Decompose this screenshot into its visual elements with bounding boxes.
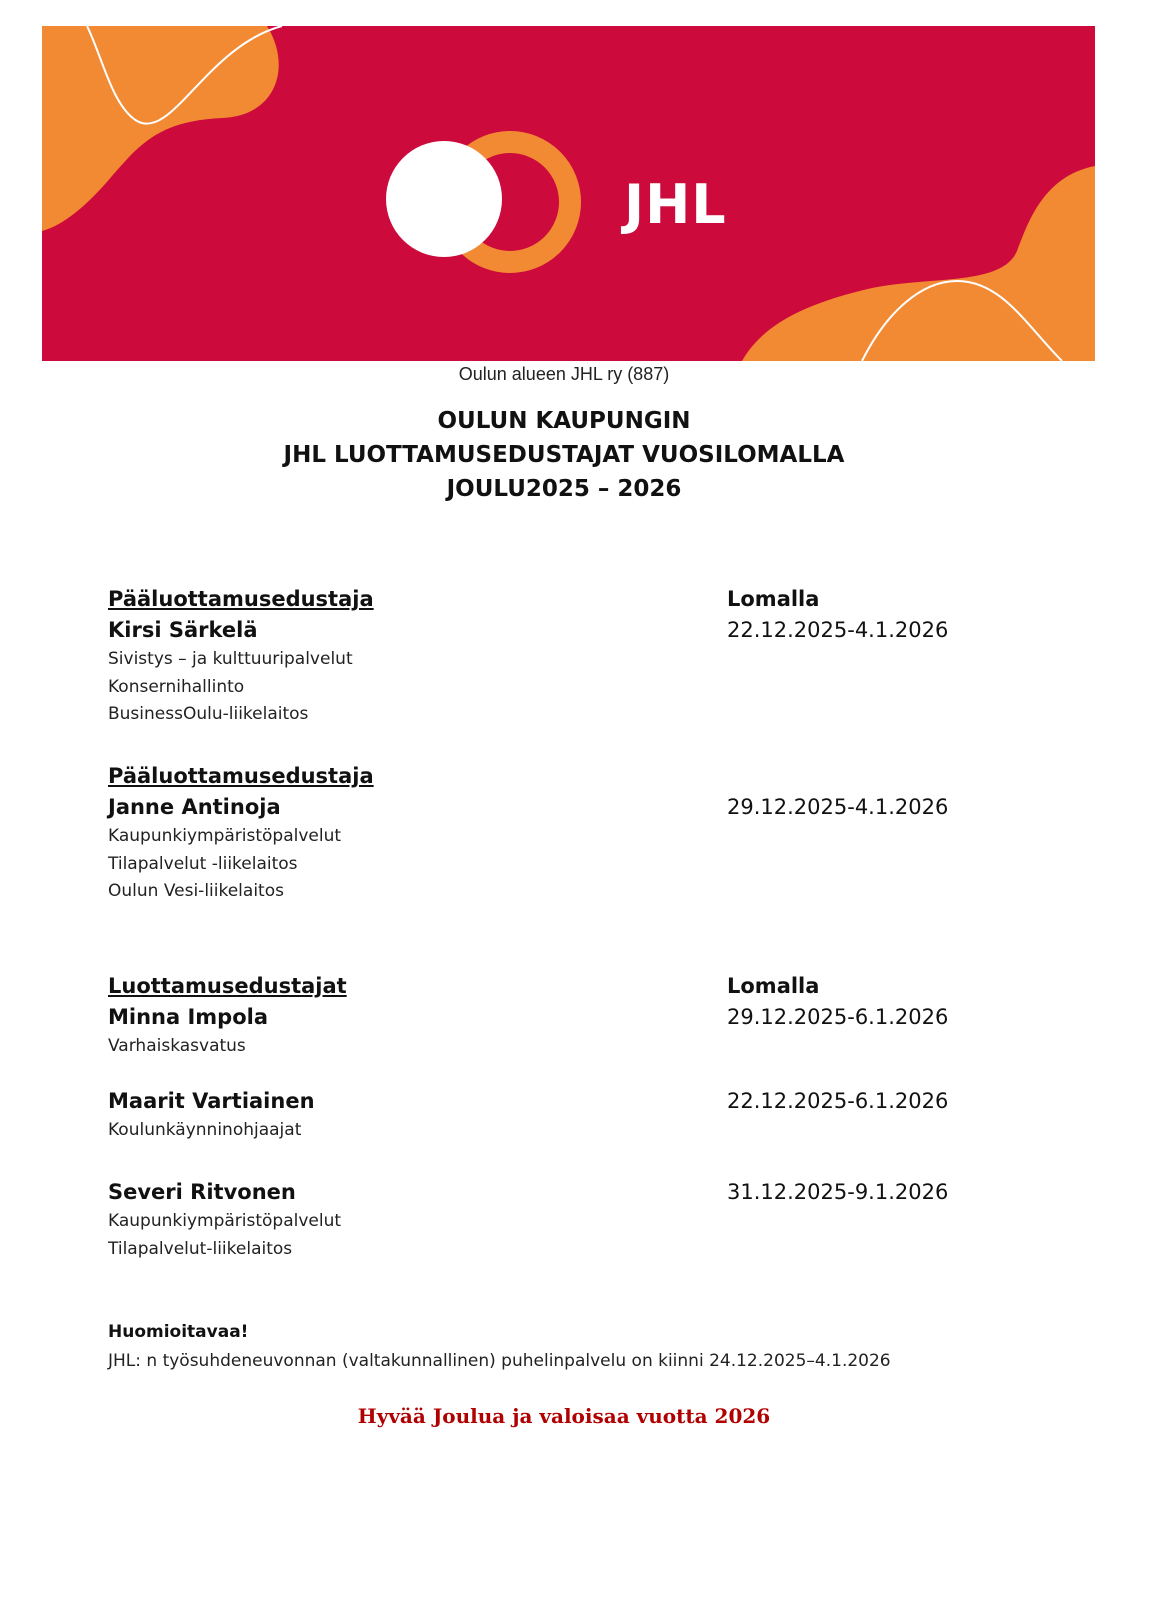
white-circle bbox=[386, 141, 502, 257]
unit-item: Konsernihallinto bbox=[108, 676, 245, 697]
unit-item: BusinessOulu-liikelaitos bbox=[108, 704, 309, 724]
jhl-logo: JHL bbox=[624, 173, 727, 236]
leave-dates: 29.12.2025-6.1.2026 bbox=[727, 1005, 949, 1029]
column-label-on-leave: Lomalla bbox=[727, 587, 820, 611]
unit-item: Kaupunkiympäristöpalvelut bbox=[108, 1211, 342, 1231]
greeting-text: Hyvää Joulua ja valoisaa vuotta 2026 bbox=[357, 1404, 771, 1428]
unit-item: Varhaiskasvatus bbox=[108, 1036, 246, 1056]
leave-dates: 31.12.2025-9.1.2026 bbox=[727, 1180, 949, 1204]
unit-item: Sivistys – ja kulttuuripalvelut bbox=[108, 649, 353, 669]
role-label: Pääluottamusedustaja bbox=[108, 764, 374, 788]
title-line-2: JHL LUOTTAMUSEDUSTAJAT VUOSILOMALLA bbox=[283, 442, 845, 468]
unit-item: Tilapalvelut-liikelaitos bbox=[108, 1238, 293, 1259]
column-label-on-leave: Lomalla bbox=[727, 974, 820, 998]
section-label: Luottamusedustajat bbox=[108, 974, 347, 998]
notice-title: Huomioitavaa! bbox=[108, 1322, 249, 1342]
rep-entry bbox=[108, 1176, 1008, 1263]
leave-dates: 22.12.2025-6.1.2026 bbox=[727, 1089, 949, 1113]
notice-text: JHL: n työsuhdeneuvonnan (valtakunnallinen) puhelinpalvelu on kiinni 24.12.2025–4.1.2026 bbox=[108, 1351, 891, 1371]
rep-name: Minna Impola bbox=[108, 1005, 269, 1029]
page-title bbox=[0, 404, 1128, 506]
unit-item: Oulun Vesi-liikelaitos bbox=[108, 881, 284, 901]
title-line-1: OULUN KAUPUNGIN bbox=[437, 408, 691, 434]
unit-item: Kaupunkiympäristöpalvelut bbox=[108, 826, 342, 846]
reps-section bbox=[108, 971, 1008, 1001]
title-line-3: JOULU2025 – 2026 bbox=[446, 476, 682, 502]
organization-name: Oulun alueen JHL ry (887) bbox=[458, 364, 670, 384]
leave-dates: 29.12.2025-4.1.2026 bbox=[727, 795, 949, 819]
rep-entry bbox=[108, 1085, 1008, 1145]
rep-entry bbox=[108, 1001, 1008, 1061]
jhl-banner bbox=[42, 26, 1095, 361]
rep-name: Janne Antinoja bbox=[108, 795, 281, 819]
banner-graphic bbox=[42, 26, 1095, 361]
main-rep-entry bbox=[108, 584, 1008, 729]
leave-dates: 22.12.2025-4.1.2026 bbox=[727, 618, 949, 642]
main-rep-entry bbox=[108, 761, 1008, 906]
unit-item: Koulunkäynninohjaajat bbox=[108, 1120, 302, 1140]
rep-name: Kirsi Särkelä bbox=[108, 618, 258, 642]
rep-name: Maarit Vartiainen bbox=[108, 1089, 315, 1113]
unit-item: Tilapalvelut -liikelaitos bbox=[108, 853, 298, 874]
rep-name: Severi Ritvonen bbox=[108, 1180, 296, 1204]
role-label: Pääluottamusedustaja bbox=[108, 587, 374, 611]
